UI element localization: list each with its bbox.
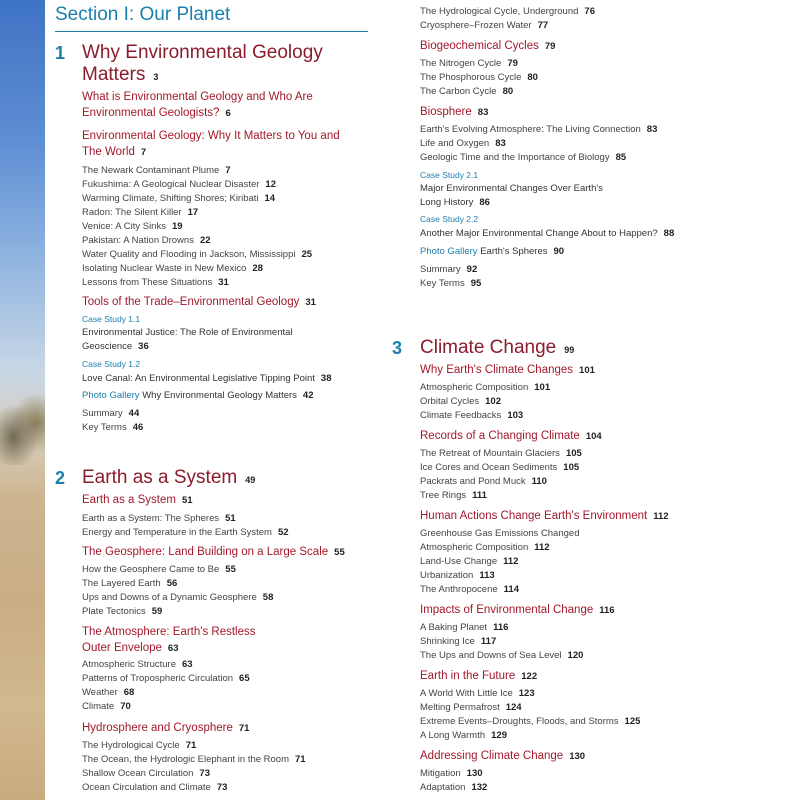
- toc-heading[interactable]: Impacts of Environmental Change 116: [420, 604, 615, 616]
- chapter-2-number: 2: [55, 468, 66, 488]
- summary-entry[interactable]: Summary 44: [82, 408, 140, 419]
- chapter-1-title[interactable]: Why Environmental Geology: [82, 42, 323, 63]
- toc-item[interactable]: Atmospheric Composition 112: [420, 542, 550, 553]
- chapter-3-number: 3: [392, 338, 403, 358]
- case-study-title[interactable]: Major Environmental Changes Over Earth's: [420, 183, 603, 194]
- toc-item[interactable]: Geologic Time and the Importance of Biology 85: [420, 152, 627, 163]
- toc-heading[interactable]: Human Actions Change Earth's Environment 112: [420, 510, 669, 522]
- toc-item[interactable]: Orbital Cycles 102: [420, 396, 501, 407]
- case-study-label: Case Study 2.2: [420, 214, 479, 224]
- case-study-title[interactable]: Geoscience 36: [82, 341, 149, 352]
- toc-item[interactable]: The Layered Earth 56: [82, 578, 178, 589]
- toc-item[interactable]: Atmospheric Composition 101: [420, 382, 551, 393]
- summary-entry[interactable]: Summary 92: [420, 264, 478, 275]
- toc-heading[interactable]: The World 7: [82, 146, 147, 158]
- section-title: Section I: Our Planet: [55, 4, 231, 25]
- toc-item[interactable]: The Retreat of Mountain Glaciers 105: [420, 448, 582, 459]
- section-divider: [55, 31, 368, 32]
- shrub-decoration: [0, 395, 45, 465]
- chapter-3-title[interactable]: Climate Change 99: [420, 337, 575, 358]
- toc-item[interactable]: Packrats and Pond Muck 110: [420, 476, 547, 487]
- toc-item[interactable]: Land-Use Change 112: [420, 556, 519, 567]
- toc-item[interactable]: Patterns of Tropospheric Circulation 65: [82, 673, 250, 684]
- case-study-title[interactable]: Long History 86: [420, 197, 490, 208]
- key-terms-entry[interactable]: Key Terms 46: [82, 422, 144, 433]
- toc-item[interactable]: The Carbon Cycle 80: [420, 86, 514, 97]
- toc-item[interactable]: Life and Oxygen 83: [420, 138, 506, 149]
- case-study-label: Case Study 1.2: [82, 359, 141, 369]
- case-study-label: Case Study 1.1: [82, 314, 141, 324]
- toc-heading[interactable]: Tools of the Trade–Environmental Geology 31: [82, 296, 316, 308]
- chapter-2-title[interactable]: Earth as a System 49: [82, 467, 256, 488]
- toc-item[interactable]: Extreme Events–Droughts, Floods, and Storms 125: [420, 716, 641, 727]
- toc-item[interactable]: Climate 70: [82, 701, 131, 712]
- case-study-title[interactable]: Another Major Environmental Change About to Happen? 88: [420, 228, 675, 239]
- toc-item[interactable]: Tree Rings 111: [420, 490, 487, 501]
- chapter-3-page: 99: [564, 345, 575, 355]
- toc-heading[interactable]: Earth in the Future 122: [420, 670, 538, 682]
- toc-heading[interactable]: What is Environmental Geology and Who Are: [82, 91, 313, 103]
- toc-item[interactable]: Climate Feedbacks 103: [420, 410, 524, 421]
- key-terms-entry[interactable]: Key Terms 95: [420, 278, 482, 289]
- toc-item[interactable]: Energy and Temperature in the Earth System 52: [82, 527, 289, 538]
- toc-item[interactable]: A Long Warmth 129: [420, 730, 507, 741]
- toc-item[interactable]: Plate Tectonics 59: [82, 606, 163, 617]
- toc-item[interactable]: Ups and Downs of a Dynamic Geosphere 58: [82, 592, 274, 603]
- toc-heading[interactable]: Outer Envelope 63: [82, 642, 179, 654]
- case-study-title[interactable]: Environmental Justice: The Role of Environmental: [82, 327, 293, 338]
- toc-item[interactable]: Atmospheric Structure 63: [82, 659, 193, 670]
- toc-heading[interactable]: The Atmosphere: Earth's Restless: [82, 626, 256, 638]
- case-study-title[interactable]: Love Canal: An Environmental Legislative Tipping Point 38: [82, 373, 332, 384]
- toc-heading[interactable]: Earth as a System 51: [82, 494, 193, 506]
- chapter-1-number: 1: [55, 43, 66, 63]
- toc-item[interactable]: Ice Cores and Ocean Sediments 105: [420, 462, 580, 473]
- chapter-1-title-cont[interactable]: Matters 3: [82, 64, 159, 85]
- toc-item[interactable]: Weather 68: [82, 687, 135, 698]
- photo-gallery-entry[interactable]: Photo Gallery Earth's Spheres 90: [420, 246, 565, 257]
- toc-item[interactable]: Shrinking Ice 117: [420, 636, 497, 647]
- toc-item[interactable]: The Nitrogen Cycle 79: [420, 58, 518, 69]
- toc-heading[interactable]: The Geosphere: Land Building on a Large Scale 55: [82, 546, 345, 558]
- toc-item[interactable]: A Baking Planet 116: [420, 622, 509, 633]
- chapter-1-page: 3: [153, 72, 159, 82]
- toc-item[interactable]: Ocean Circulation and Climate 73: [82, 782, 228, 793]
- toc-item[interactable]: Mitigation 130: [420, 768, 483, 779]
- toc-item[interactable]: Shallow Ocean Circulation 73: [82, 768, 210, 779]
- toc-heading[interactable]: Hydrosphere and Cryosphere 71: [82, 722, 250, 734]
- toc-item[interactable]: Lessons from These Situations 31: [82, 277, 229, 288]
- toc-item[interactable]: The Ups and Downs of Sea Level 120: [420, 650, 584, 661]
- toc-heading[interactable]: Why Earth's Climate Changes 101: [420, 364, 595, 376]
- toc-item[interactable]: Earth as a System: The Spheres 51: [82, 513, 236, 524]
- toc-heading[interactable]: Records of a Changing Climate 104: [420, 430, 602, 442]
- toc-item[interactable]: The Anthropocene 114: [420, 584, 519, 595]
- toc-item[interactable]: Greenhouse Gas Emissions Changed: [420, 528, 580, 539]
- photo-gallery-entry[interactable]: Photo Gallery Why Environmental Geology Matters 42: [82, 390, 314, 401]
- toc-item[interactable]: The Hydrological Cycle 71: [82, 740, 197, 751]
- toc-item[interactable]: Water Quality and Flooding in Jackson, Mississippi 25: [82, 249, 313, 260]
- toc-item[interactable]: The Newark Contaminant Plume 7: [82, 165, 231, 176]
- toc-item[interactable]: Warming Climate, Shifting Shores; Kiribati 14: [82, 193, 276, 204]
- toc-item[interactable]: How the Geosphere Came to Be 55: [82, 564, 236, 575]
- chapter-2-page: 49: [245, 475, 256, 485]
- toc-item[interactable]: Isolating Nuclear Waste in New Mexico 28: [82, 263, 263, 274]
- toc-item[interactable]: Earth's Evolving Atmosphere: The Living Connection 83: [420, 124, 658, 135]
- toc-item[interactable]: Radon: The Silent Killer 17: [82, 207, 199, 218]
- toc-item[interactable]: Urbanization 113: [420, 570, 495, 581]
- toc-heading[interactable]: Environmental Geologists? 6: [82, 107, 231, 119]
- case-study-label: Case Study 2.1: [420, 170, 479, 180]
- toc-heading[interactable]: Addressing Climate Change 130: [420, 750, 586, 762]
- toc-heading[interactable]: Biogeochemical Cycles 79: [420, 40, 556, 52]
- toc-heading[interactable]: Environmental Geology: Why It Matters to You and: [82, 130, 340, 142]
- toc-item[interactable]: Fukushima: A Geological Nuclear Disaster 12: [82, 179, 276, 190]
- toc-item[interactable]: A World With Little Ice 123: [420, 688, 535, 699]
- toc-item[interactable]: Pakistan: A Nation Drowns 22: [82, 235, 211, 246]
- toc-item[interactable]: Cryosphere–Frozen Water 77: [420, 20, 549, 31]
- toc-item[interactable]: The Phosphorous Cycle 80: [420, 72, 538, 83]
- toc-item[interactable]: The Ocean, the Hydrologic Elephant in the Room 71: [82, 754, 306, 765]
- toc-item[interactable]: Venice: A City Sinks 19: [82, 221, 183, 232]
- toc-item[interactable]: The Hydrological Cycle, Underground 76: [420, 6, 595, 17]
- cover-photo-strip: [0, 0, 45, 800]
- toc-item[interactable]: Melting Permafrost 124: [420, 702, 522, 713]
- toc-item[interactable]: Adaptation 132: [420, 782, 488, 793]
- toc-heading[interactable]: Biosphere 83: [420, 106, 489, 118]
